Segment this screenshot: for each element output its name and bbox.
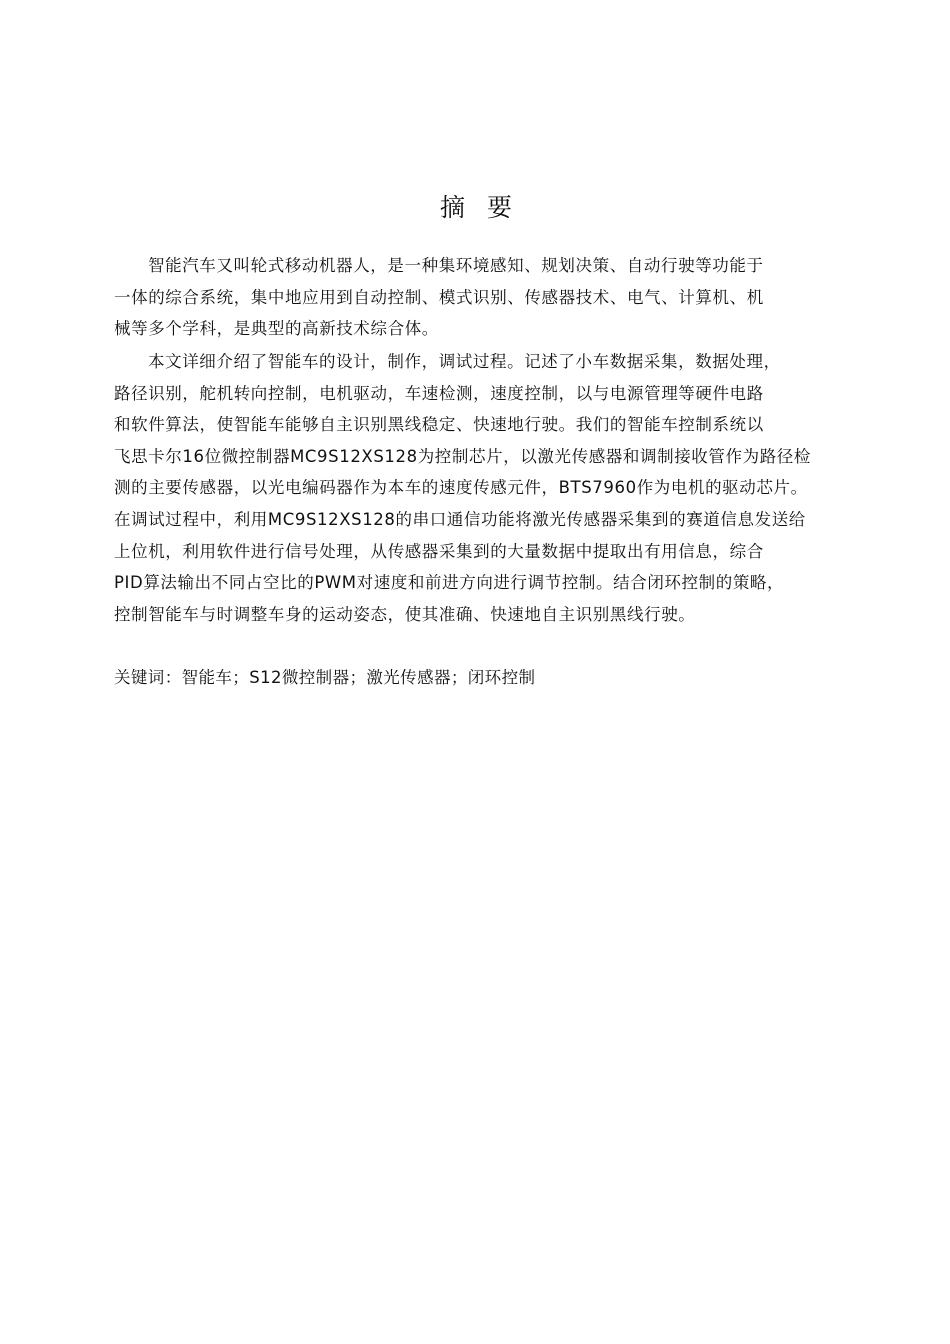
abstract-title: 摘要: [439, 193, 534, 222]
abstract-paragraph-1: [114, 250, 864, 345]
paragraph-line: 本文详细介绍了智能车的设计，制作，调试过程。记述了小车数据采集，数据处理，: [148, 352, 781, 371]
paragraph-line: 和软件算法，使智能车能够自主识别黑线稳定、快速地行驶。我们的智能车控制系统以: [114, 415, 764, 435]
paragraph-line: 测的主要传感器，以光电编码器作为本车的速度传感元件，BTS7960作为电机的驱动芯片。: [114, 478, 808, 498]
paragraph-line: 控制智能车与时调整车身的运动姿态，使其准确、快速地自主识别黑线行驶。: [114, 604, 696, 624]
paragraph-line: 一体的综合系统，集中地应用到自动控制、模式识别、传感器技术、电气、计算机、机: [114, 287, 764, 307]
paragraph-line: 路径识别，舵机转向控制，电机驱动，车速检测，速度控制，以与电源管理等硬件电路: [114, 383, 764, 403]
abstract-paragraph-2: [114, 346, 864, 630]
paragraph-line: 上位机，利用软件进行信号处理，从传感器采集到的大量数据中提取出有用信息，综合: [114, 541, 764, 561]
paragraph-line: 在调试过程中，利用MC9S12XS128的串口通信功能将激光传感器采集到的赛道信息发送给: [114, 509, 806, 529]
paragraph-line: 智能汽车又叫轮式移动机器人，是一种集环境感知、规划决策、自动行驶等功能于: [148, 256, 764, 275]
paragraph-line: 械等多个学科，是典型的高新技术综合体。: [114, 319, 439, 339]
keywords-line: 关键词：智能车；S12微控制器；激光传感器；闭环控制: [114, 668, 536, 687]
paragraph-line: PID算法输出不同占空比的PWM对速度和前进方向进行调节控制。结合闭环控制的策略，: [114, 573, 785, 593]
paragraph-line: 飞思卡尔16位微控制器MC9S12XS128为控制芯片，以激光传感器和调制接收管作为路径检: [114, 446, 811, 466]
